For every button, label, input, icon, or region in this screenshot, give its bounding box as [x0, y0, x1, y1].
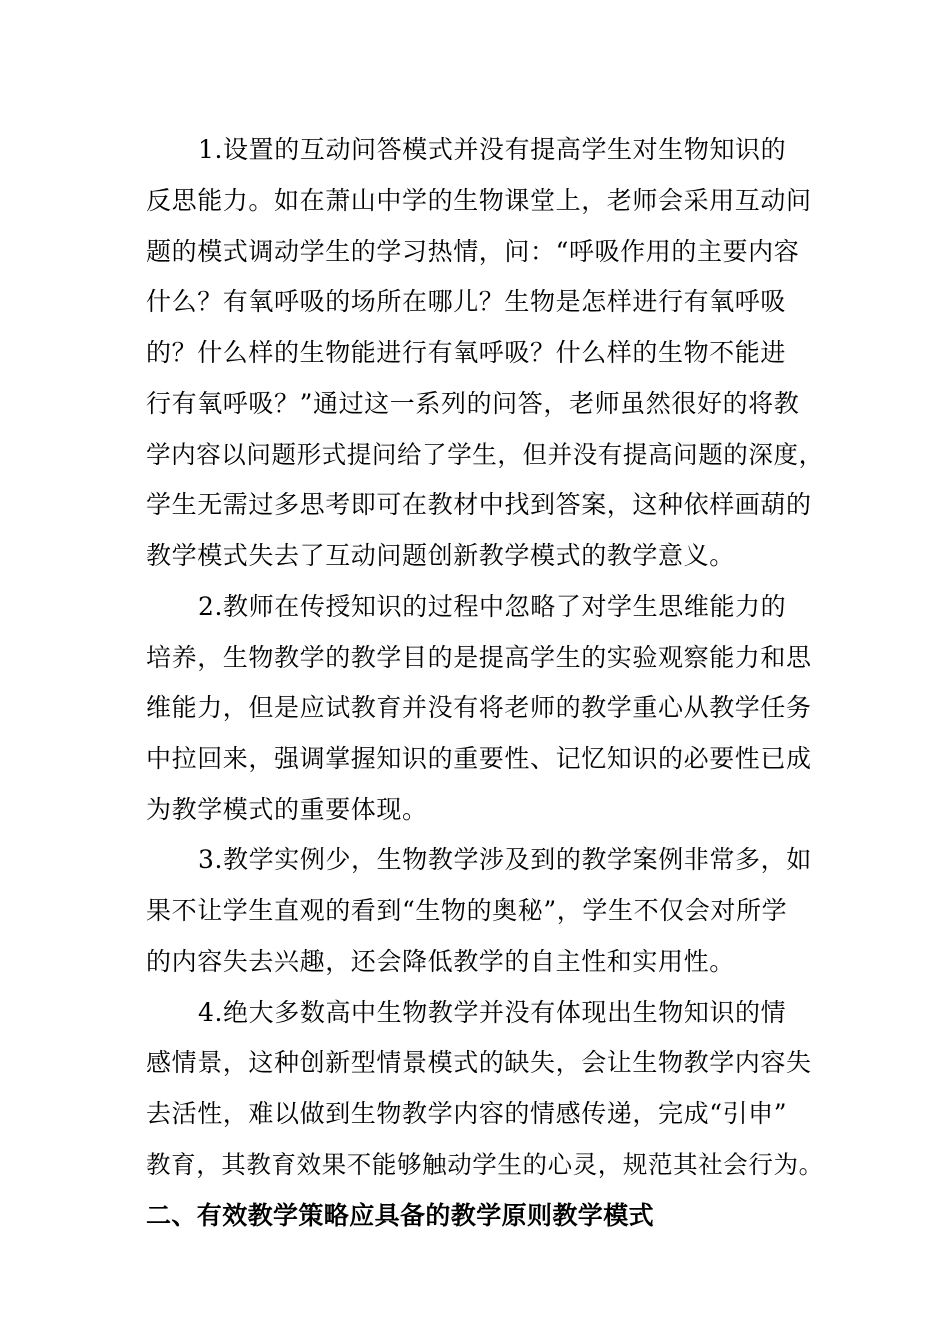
paragraph-2-line-5: 为教学模式的重要体现。	[146, 795, 428, 824]
paragraph-4-line-3: 去活性，难以做到生物教学内容的情感传递，完成“引申”	[146, 1099, 788, 1128]
paragraph-4-line-4: 教育，其教育效果不能够触动学生的心灵，规范其社会行为。	[146, 1150, 824, 1179]
paragraph-1-line-7: 学内容以问题形式提问给了学生，但并没有提高问题的深度，	[146, 440, 824, 469]
paragraph-1-line-3: 题的模式调动学生的学习热情，问：“呼吸作用的主要内容	[146, 237, 800, 266]
paragraph-2-line-1: 2.教师在传授知识的过程中忽略了对学生思维能力的	[198, 592, 787, 621]
paragraph-4-line-2: 感情景，这种创新型情景模式的缺失，会让生物教学内容失	[146, 1048, 812, 1077]
paragraph-3-line-1: 3.教学实例少，生物教学涉及到的教学案例非常多，如	[198, 845, 812, 874]
paragraph-1-line-8: 学生无需过多思考即可在教材中找到答案，这种依样画葫的	[146, 490, 812, 519]
paragraph-1-line-4: 什么？有氧呼吸的场所在哪儿？生物是怎样进行有氧呼吸	[146, 287, 787, 316]
paragraph-1-line-9: 教学模式失去了互动问题创新教学模式的教学意义。	[146, 541, 735, 570]
paragraph-2-line-3: 维能力，但是应试教育并没有将老师的教学重心从教学任务	[146, 693, 812, 722]
paragraph-1-line-2: 反思能力。如在萧山中学的生物课堂上，老师会采用互动问	[146, 186, 812, 215]
paragraph-1-line-6: 行有氧呼吸？”通过这一系列的问答，老师虽然很好的将教	[146, 389, 800, 418]
paragraph-4-line-1: 4.绝大多数高中生物教学并没有体现出生物知识的情	[198, 998, 787, 1027]
section-heading: 二、有效教学策略应具备的教学原则教学模式	[146, 1201, 655, 1230]
paragraph-3-line-2: 果不让学生直观的看到“生物的奥秘”，学生不仅会对所学	[146, 896, 788, 925]
paragraph-2-line-2: 培养，生物教学的教学目的是提高学生的实验观察能力和思	[146, 643, 812, 672]
paragraph-3-line-3: 的内容失去兴趣，还会降低教学的自主性和实用性。	[146, 947, 735, 976]
paragraph-2-line-4: 中拉回来，强调掌握知识的重要性、记忆知识的必要性已成	[146, 744, 812, 773]
paragraph-1-line-5: 的？什么样的生物能进行有氧呼吸？什么样的生物不能进	[146, 338, 787, 367]
paragraph-1-line-1: 1.设置的互动问答模式并没有提高学生对生物知识的	[198, 135, 787, 164]
